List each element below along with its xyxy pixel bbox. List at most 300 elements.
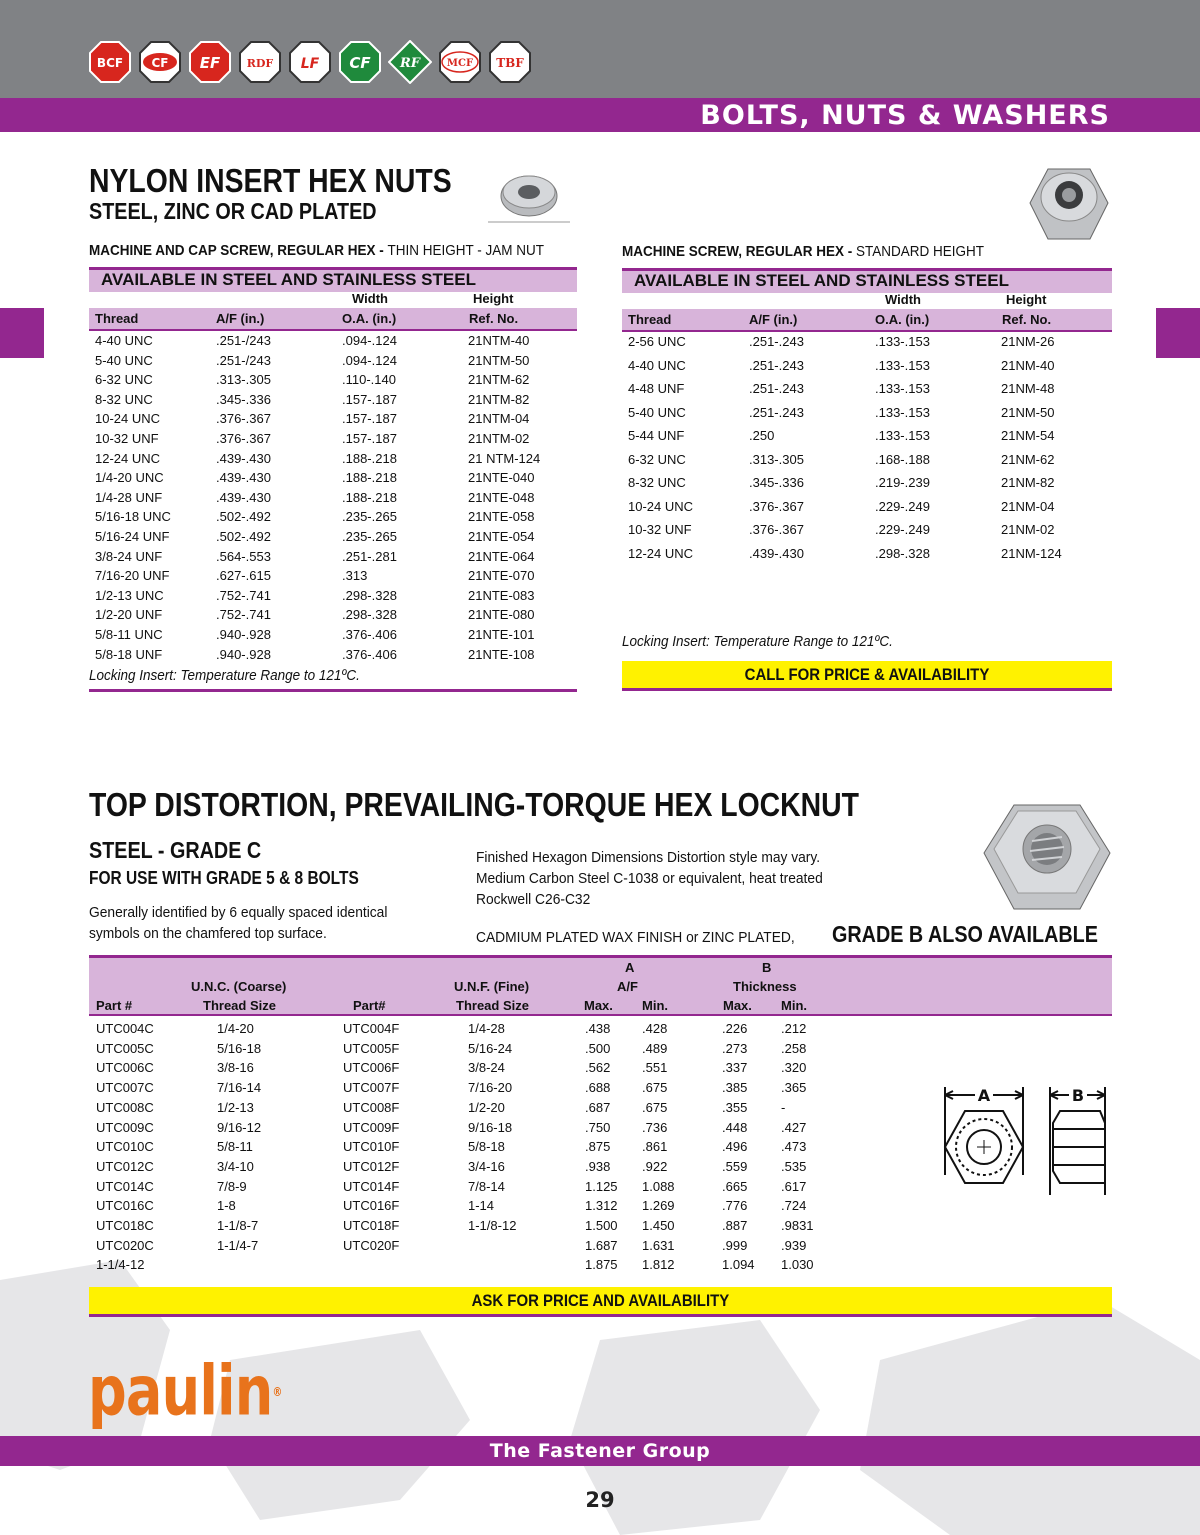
table-cell: 1.088 <box>642 1178 675 1194</box>
table-cell: .229-.249 <box>875 522 930 537</box>
brand-logo-icon <box>338 40 382 84</box>
table-cell: 21NTM-02 <box>468 431 530 446</box>
table-cell: 5/16-18 <box>217 1040 262 1056</box>
table-cell: UTC010C <box>96 1139 154 1155</box>
col-af-max: Max. <box>584 998 613 1013</box>
table-cell: .627-.615 <box>216 568 271 584</box>
table-cell: .562 <box>585 1060 611 1076</box>
locknut-title: TOP DISTORTION, PREVAILING-TORQUE HEX LOCKNUT <box>89 786 860 823</box>
table-cell: 21NTE-058 <box>468 509 535 525</box>
table-cell: .235-.265 <box>342 529 397 544</box>
logo-text: EF <box>199 54 221 72</box>
table-cell: .133-.153 <box>875 381 930 396</box>
page-number: 29 <box>585 1488 615 1512</box>
table-cell: .110-.140 <box>342 372 396 388</box>
table-cell: 1.094 <box>722 1257 755 1273</box>
call-for-price-text: CALL FOR PRICE & AVAILABILITY <box>744 665 990 684</box>
brand-logo-icon <box>488 40 532 84</box>
paulin-logo <box>88 1350 282 1432</box>
table-cell: 1/4-20 UNC <box>95 470 164 486</box>
table-cell: .688 <box>585 1080 611 1096</box>
table-cell: .298-.328 <box>342 587 397 603</box>
table-cell: 1-1/8-12 <box>468 1218 517 1233</box>
table-cell: .094-.124 <box>342 333 397 348</box>
table-cell: .345-.336 <box>749 475 804 490</box>
table-cell: UTC010F <box>343 1139 400 1155</box>
table-cell: .157-.187 <box>342 431 397 446</box>
table-cell: .365 <box>781 1080 807 1096</box>
table-cell: .337 <box>722 1060 748 1076</box>
call-for-price-banner <box>622 661 1112 691</box>
thin-nut-icon <box>488 166 570 224</box>
section-title: BOLTS, NUTS & WASHERS <box>700 100 1110 131</box>
brand-logo-icon <box>138 40 182 84</box>
left-col-thread: Thread <box>95 311 139 326</box>
table-cell: .861 <box>642 1139 668 1155</box>
col-part-f: Part# <box>353 998 386 1013</box>
brand-logo-icon <box>188 40 232 84</box>
table-cell: .251-.243 <box>749 334 804 349</box>
table-cell: 8-32 UNC <box>628 475 686 490</box>
table-cell: .157-.187 <box>342 411 397 427</box>
table-cell: 7/8-14 <box>468 1178 505 1194</box>
hdr-thickness: Thickness <box>733 979 797 994</box>
table-cell: 21NTM-04 <box>468 411 530 427</box>
table-cell: 10-32 UNF <box>628 522 692 537</box>
table-cell: .559 <box>722 1158 748 1174</box>
table-cell: UTC016C <box>96 1198 154 1214</box>
locknut-finish: CADMIUM PLATED WAX FINISH or ZINC PLATED, <box>476 929 795 946</box>
table-cell: UTC014C <box>96 1178 154 1194</box>
table-cell: .939 <box>781 1237 807 1253</box>
table-cell: UTC005C <box>96 1040 154 1056</box>
table-cell: 1.125 <box>585 1178 618 1194</box>
table-cell: 9/16-18 <box>468 1119 513 1135</box>
table-cell: UTC016F <box>343 1198 400 1214</box>
table-cell: 12-24 UNC <box>95 450 161 466</box>
table-cell: - <box>781 1099 786 1115</box>
table-cell: 21NTE-064 <box>468 548 535 564</box>
table-cell: UTC007C <box>96 1080 154 1096</box>
table-cell: .133-.153 <box>875 334 930 349</box>
table-cell: 21NM-82 <box>1001 475 1055 490</box>
locknut-use: FOR USE WITH GRADE 5 & 8 BOLTS <box>89 868 359 888</box>
table-cell: .724 <box>781 1198 807 1214</box>
table-cell: 1.687 <box>585 1237 618 1253</box>
table-cell: 10-32 UNF <box>95 431 159 446</box>
footer-band <box>0 1436 1200 1466</box>
table-cell: .564-.553 <box>216 548 271 564</box>
table-cell: 7/16-20 UNF <box>95 568 170 584</box>
logo-text: CF <box>349 54 371 72</box>
table-cell: .212 <box>781 1021 807 1036</box>
table-cell: 5/8-11 <box>217 1139 253 1155</box>
table-cell: .219-.239 <box>875 475 930 490</box>
table-cell: 8-32 UNC <box>95 391 153 407</box>
table-cell: .439-.430 <box>749 545 804 561</box>
left-table-rule <box>89 689 577 692</box>
table-cell: UTC020F <box>343 1237 400 1253</box>
right-table-caption <box>622 243 984 260</box>
table-cell: 5/8-11 UNC <box>95 627 163 642</box>
locknut-desc-right <box>476 847 823 910</box>
table-cell: .999 <box>722 1237 748 1253</box>
table-cell: .320 <box>781 1060 807 1076</box>
logo-text: MCF <box>446 58 474 69</box>
table-cell: .439-.430 <box>216 489 271 505</box>
right-table-header <box>622 309 1112 332</box>
brand-logos <box>88 40 532 84</box>
table-cell: 3/4-10 <box>217 1158 254 1174</box>
hdr-af: A/F <box>617 979 638 994</box>
table-cell: 10-24 UNC <box>95 411 161 427</box>
table-cell: .665 <box>722 1178 748 1194</box>
table-cell: 21NM-62 <box>1001 451 1055 467</box>
desc-right-line: Rockwell C26-C32 <box>476 891 591 908</box>
table-cell: .427 <box>781 1119 807 1135</box>
hdr-unf: U.N.F. (Fine) <box>454 979 530 994</box>
table-cell: 4-40 UNC <box>95 333 153 348</box>
table-cell: UTC018F <box>343 1218 400 1233</box>
table-cell: 21NM-54 <box>1001 428 1055 443</box>
table-cell: 3/8-16 <box>217 1060 254 1076</box>
col-thread-c: Thread Size <box>203 998 276 1013</box>
table-cell: 1.812 <box>642 1257 675 1273</box>
table-cell: 1-1/4-7 <box>217 1237 259 1253</box>
right-availability-text: AVAILABLE IN STEEL AND STAINLESS STEEL <box>634 271 1009 290</box>
left-caption-bold: MACHINE AND CAP SCREW, REGULAR HEX - <box>89 242 388 259</box>
table-cell: .438 <box>585 1021 611 1036</box>
table-cell: 5/16-24 <box>468 1040 513 1056</box>
table-cell: .687 <box>585 1099 611 1115</box>
grade-b-note: GRADE B ALSO AVAILABLE <box>832 921 1098 947</box>
table-cell: .229-.249 <box>875 498 930 514</box>
table-cell: 1-14 <box>468 1198 495 1214</box>
table-cell: 21NTE-054 <box>468 529 535 544</box>
table-cell: .439-.430 <box>216 450 271 466</box>
table-cell: 1-8 <box>217 1198 236 1214</box>
table-cell: .251-.243 <box>749 357 804 373</box>
table-cell: 4-40 UNC <box>628 357 686 373</box>
right-hdr-width: Width <box>885 292 921 307</box>
col-th-min: Min. <box>781 998 807 1013</box>
table-cell: .094-.124 <box>342 352 397 368</box>
table-cell: 1-1/8-7 <box>217 1218 259 1233</box>
table-cell: .376-.367 <box>216 411 271 427</box>
table-cell: .273 <box>722 1040 748 1056</box>
left-col-oa: O.A. (in.) <box>342 311 397 326</box>
table-cell: UTC009F <box>343 1119 400 1135</box>
table-cell: UTC009C <box>96 1119 154 1135</box>
left-col-af: A/F (in.) <box>216 311 265 326</box>
table-cell: 1.450 <box>642 1218 675 1233</box>
table-cell: .473 <box>781 1139 807 1155</box>
locknut-subtitle: STEEL - GRADE C <box>89 837 262 863</box>
desc-right-line: Finished Hexagon Dimensions Distortion style may vary. <box>476 849 821 866</box>
left-table-header <box>89 308 577 331</box>
table-cell: .298-.328 <box>342 607 397 623</box>
table-cell: 6-32 UNC <box>95 372 153 388</box>
section-band <box>0 98 1200 132</box>
table-cell: .376-.367 <box>749 522 804 537</box>
table-cell: 5-40 UNC <box>95 352 153 368</box>
hdr-b: B <box>762 960 772 975</box>
right-col-ref: Ref. No. <box>1002 312 1052 327</box>
col-thread-f: Thread Size <box>456 998 529 1013</box>
table-cell: 21NTM-62 <box>468 372 530 388</box>
left-table-caption <box>89 242 544 259</box>
table-cell: 21NM-04 <box>1001 498 1055 514</box>
brand-logo-icon <box>88 40 132 84</box>
table-cell: UTC004C <box>96 1021 154 1036</box>
side-tab-right <box>1156 308 1200 358</box>
table-cell: .157-.187 <box>342 391 397 407</box>
locknut-icon <box>982 797 1112 915</box>
left-caption-normal: THIN HEIGHT - JAM NUT <box>387 242 545 259</box>
table-cell: .776 <box>722 1198 748 1214</box>
table-cell: .938 <box>585 1158 611 1174</box>
table-cell: .133-.153 <box>875 428 930 443</box>
table-cell: .428 <box>642 1021 668 1036</box>
table-cell: .9831 <box>781 1218 814 1233</box>
left-note: Locking Insert: Temperature Range to 121ºC. <box>89 667 360 684</box>
diagram-label-b: B <box>1071 1086 1085 1105</box>
brand-logo-icon <box>238 40 282 84</box>
right-hdr-height: Height <box>1006 292 1047 307</box>
table-cell: .922 <box>642 1158 668 1174</box>
table-cell: 1/4-28 <box>468 1021 505 1036</box>
table-cell: 1.269 <box>642 1198 675 1214</box>
table-cell: .489 <box>642 1040 668 1056</box>
table-cell: 3/8-24 UNF <box>95 548 163 564</box>
right-note: Locking Insert: Temperature Range to 121ºC. <box>622 633 893 650</box>
table-cell: .617 <box>781 1178 807 1194</box>
table-cell: 6-32 UNC <box>628 451 686 467</box>
table-cell: 21NTM-50 <box>468 352 530 368</box>
diagram-label-a: A <box>977 1086 991 1105</box>
table-cell: 7/16-20 <box>468 1080 513 1096</box>
table-cell: .502-.492 <box>216 509 271 525</box>
table-cell: .750 <box>585 1119 611 1135</box>
left-col-ref: Ref. No. <box>469 311 519 326</box>
table-cell: 1/2-20 UNF <box>95 607 163 623</box>
logo-text: CF <box>151 56 169 70</box>
table-cell: .226 <box>722 1021 748 1036</box>
table-cell: .313 <box>342 568 368 584</box>
hdr-unc: U.N.C. (Coarse) <box>191 979 287 994</box>
table-cell: 9/16-12 <box>217 1119 262 1135</box>
table-cell: .500 <box>585 1040 611 1056</box>
table-cell: .376-.367 <box>749 498 804 514</box>
table-cell: .251-/243 <box>216 333 271 348</box>
table-cell: .188-.218 <box>342 489 397 505</box>
table-cell: 21NM-50 <box>1001 404 1055 420</box>
table-cell: 21 NTM-124 <box>468 450 541 466</box>
table-cell: UTC018C <box>96 1218 154 1233</box>
table-cell: 5/16-24 UNF <box>95 529 170 544</box>
table-cell: .313-.305 <box>216 372 271 388</box>
nylon-subtitle: STEEL, ZINC OR CAD PLATED <box>89 198 377 224</box>
table-cell: .875 <box>585 1139 611 1155</box>
table-cell: .376-.406 <box>342 627 397 642</box>
table-cell: 21NTM-40 <box>468 333 530 348</box>
table-cell: .551 <box>642 1060 668 1076</box>
table-cell: .376-.406 <box>342 646 397 662</box>
col-part-c: Part # <box>96 998 133 1013</box>
table-cell: .258 <box>781 1040 807 1056</box>
logo-text: TBF <box>496 56 524 70</box>
table-cell: .345-.336 <box>216 391 271 407</box>
right-caption-bold: MACHINE SCREW, REGULAR HEX - <box>622 243 857 260</box>
logo-text: RDF <box>246 57 274 70</box>
table-cell: .752-.741 <box>216 607 271 623</box>
table-cell: 21NTE-048 <box>468 489 535 505</box>
table-cell: 1/2-20 <box>468 1099 505 1115</box>
table-cell: 1.631 <box>642 1237 675 1253</box>
table-cell: UTC014F <box>343 1178 400 1194</box>
table-cell: 21NM-26 <box>1001 334 1055 349</box>
table-cell: .439-.430 <box>216 470 271 486</box>
desc-left-line: symbols on the chamfered top surface. <box>89 925 327 942</box>
right-availability-bar <box>622 268 1112 293</box>
table-cell: .940-.928 <box>216 627 271 642</box>
table-cell: .133-.153 <box>875 357 930 373</box>
right-col-af: A/F (in.) <box>749 312 798 327</box>
logo-text: RF <box>399 56 421 71</box>
table-cell: .298-.328 <box>875 545 930 561</box>
table-cell: 7/8-9 <box>217 1178 247 1194</box>
table-cell: UTC008C <box>96 1099 154 1115</box>
table-cell: 1/4-20 <box>217 1021 254 1036</box>
table-cell: UTC006C <box>96 1060 154 1076</box>
table-cell: 21NTE-040 <box>468 470 535 486</box>
table-cell: .675 <box>642 1080 668 1096</box>
col-af-min: Min. <box>642 998 668 1013</box>
table-cell: 7/16-14 <box>217 1080 262 1096</box>
table-cell: 21NM-40 <box>1001 357 1055 373</box>
paulin-logo-text: paulin <box>88 1350 273 1432</box>
table-cell: 2-56 UNC <box>628 334 686 349</box>
table-cell: UTC012F <box>343 1158 400 1174</box>
table-cell: 5/8-18 UNF <box>95 646 163 662</box>
nylon-title: NYLON INSERT HEX NUTS <box>89 162 452 199</box>
left-availability-text: AVAILABLE IN STEEL AND STAINLESS STEEL <box>101 270 476 289</box>
table-cell: .355 <box>722 1099 748 1115</box>
table-cell: .736 <box>642 1119 668 1135</box>
table-cell: .502-.492 <box>216 529 271 544</box>
table-cell: 1.312 <box>585 1198 618 1214</box>
table-cell: 3/4-16 <box>468 1158 505 1174</box>
table-cell: .313-.305 <box>749 451 804 467</box>
table-cell: .535 <box>781 1158 807 1174</box>
table-cell: .188-.218 <box>342 470 397 486</box>
table-cell: .251-.281 <box>342 548 397 564</box>
table-cell: UTC006F <box>343 1060 400 1076</box>
table-cell: .235-.265 <box>342 509 397 525</box>
table-cell: 1.030 <box>781 1257 814 1273</box>
table-cell: .752-.741 <box>216 587 271 603</box>
table-cell: 21NM-02 <box>1001 522 1055 537</box>
table-cell: UTC012C <box>96 1158 154 1174</box>
side-tab-left <box>0 308 44 358</box>
table-cell: 1/2-13 <box>217 1099 254 1115</box>
table-cell: 21NM-48 <box>1001 381 1055 396</box>
table-cell: 5/16-18 UNC <box>95 509 171 525</box>
table-cell: .940-.928 <box>216 646 271 662</box>
table-cell: .188-.218 <box>342 450 397 466</box>
table-cell: UTC008F <box>343 1099 400 1115</box>
table-cell: 21NTE-101 <box>468 627 535 642</box>
table-cell: 1/4-28 UNF <box>95 489 163 505</box>
registered-mark-icon: ® <box>272 1384 282 1399</box>
table-cell: .887 <box>722 1218 748 1233</box>
brand-logo-icon <box>288 40 332 84</box>
table-cell: UTC007F <box>343 1080 400 1096</box>
table-cell: .496 <box>722 1139 748 1155</box>
hex-dimension-diagram <box>935 1075 1115 1205</box>
table-cell: UTC004F <box>343 1021 400 1036</box>
table-cell: .251-.243 <box>749 381 804 396</box>
table-cell: .376-.367 <box>216 431 271 446</box>
brand-logo-icon <box>438 40 482 84</box>
table-cell: .250 <box>749 428 775 443</box>
table-cell: 5-40 UNC <box>628 404 686 420</box>
table-cell: 5/8-18 <box>468 1139 505 1155</box>
logo-text: LF <box>300 56 320 72</box>
table-cell: 1/2-13 UNC <box>95 587 164 603</box>
ask-for-price-banner <box>89 1287 1112 1317</box>
desc-right-line: Medium Carbon Steel C-1038 or equivalent, heat treated <box>476 870 823 887</box>
table-cell: 1.875 <box>585 1257 618 1273</box>
locknut-desc-left <box>89 902 387 944</box>
table-cell: 1.500 <box>585 1218 618 1233</box>
standard-nut-icon <box>1028 163 1110 245</box>
left-hdr-height: Height <box>473 291 514 306</box>
desc-left-line: Generally identified by 6 equally spaced identical <box>89 904 388 921</box>
table-cell: UTC020C <box>96 1237 154 1253</box>
ask-for-price-text: ASK FOR PRICE AND AVAILABILITY <box>471 1291 730 1310</box>
left-availability-bar <box>89 267 577 292</box>
hdr-a: A <box>625 960 635 975</box>
table-cell: .168-.188 <box>875 451 930 467</box>
table-cell: 4-48 UNF <box>628 381 685 396</box>
right-col-thread: Thread <box>628 312 672 327</box>
left-hdr-width: Width <box>352 291 388 306</box>
table-cell: 21NTE-108 <box>468 646 535 662</box>
col-th-max: Max. <box>723 998 752 1013</box>
table-cell: .385 <box>722 1080 748 1096</box>
logo-text: BCF <box>96 56 124 70</box>
brand-logo-icon <box>388 40 432 84</box>
table-cell: 21NM-124 <box>1001 545 1062 561</box>
table-cell: 21NTE-070 <box>468 568 535 584</box>
table-cell: 10-24 UNC <box>628 498 694 514</box>
footer-group: The Fastener Group <box>489 1440 711 1462</box>
table-cell: 1-1/4-12 <box>96 1257 145 1273</box>
table-cell: .675 <box>642 1099 668 1115</box>
table-cell: .251-/243 <box>216 352 271 368</box>
table-cell: 3/8-24 <box>468 1060 505 1076</box>
table-cell: 21NTM-82 <box>468 391 530 407</box>
table-cell: UTC005F <box>343 1040 400 1056</box>
right-caption-normal: STANDARD HEIGHT <box>856 243 985 260</box>
table-cell: 12-24 UNC <box>628 545 694 561</box>
table-cell: .251-.243 <box>749 404 804 420</box>
table-cell: .448 <box>722 1119 748 1135</box>
table-cell: .133-.153 <box>875 404 930 420</box>
right-col-oa: O.A. (in.) <box>875 312 930 327</box>
table-cell: 21NTE-080 <box>468 607 535 623</box>
